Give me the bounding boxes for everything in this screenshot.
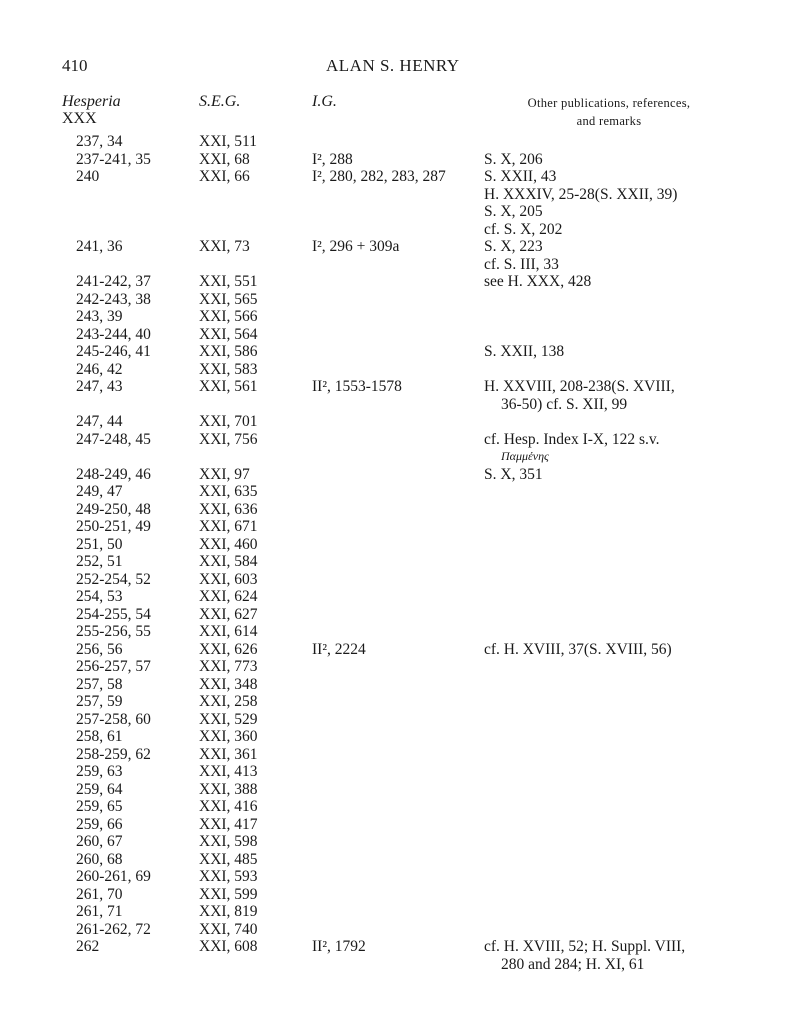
hesperia-ref: 247, 44: [76, 413, 123, 430]
table-row: [0, 431, 798, 466]
seg-ref: XXI, 361: [199, 745, 258, 763]
seg-ref: XXI, 258: [199, 693, 258, 710]
table-row: [0, 518, 798, 536]
reference-line: S. XXII, 43: [484, 168, 557, 185]
seg-ref: XXI, 636: [199, 500, 258, 518]
seg-ref: XXI, 360: [199, 728, 258, 745]
table-row: [0, 378, 798, 413]
ig-ref: II², 1792: [312, 938, 366, 955]
table-row: [0, 921, 798, 939]
table-row: [0, 588, 798, 606]
table-row: [0, 623, 798, 641]
hesperia-ref: 254, 53: [76, 588, 123, 605]
table-row: [0, 466, 798, 484]
reference-line: S. X, 351: [484, 465, 543, 483]
reference-line: H. XXXIV, 25-28(S. XXII, 39): [484, 185, 678, 203]
hesperia-ref: 251, 50: [76, 535, 123, 553]
hesperia-ref: 241, 36: [76, 238, 123, 255]
hesperia-ref: 257-258, 60: [76, 710, 151, 728]
seg-ref: XXI, 413: [199, 763, 258, 780]
hesperia-ref: 256-257, 57: [76, 658, 151, 675]
hesperia-ref: 259, 65: [76, 798, 123, 815]
table-row: [0, 851, 798, 869]
other-references: [484, 273, 754, 291]
table-row: [0, 886, 798, 904]
seg-ref: XXI, 624: [199, 588, 258, 605]
other-references: [484, 343, 754, 361]
seg-ref: XXI, 564: [199, 325, 258, 343]
reference-line: S. X, 223: [484, 238, 543, 255]
hesperia-ref: 237-241, 35: [76, 150, 151, 168]
reference-line: S. X, 206: [484, 150, 543, 168]
hesperia-ref: 249-250, 48: [76, 500, 151, 518]
table-row: [0, 483, 798, 501]
seg-ref: XXI, 417: [199, 815, 258, 833]
reference-line: H. XXVIII, 208-238(S. XVIII,: [484, 378, 675, 395]
column-header-other: [484, 94, 734, 130]
hesperia-ref: 259, 66: [76, 815, 123, 833]
hesperia-ref: 250-251, 49: [76, 518, 151, 535]
column-header-ig: I.G.: [312, 93, 337, 110]
seg-ref: XXI, 635: [199, 483, 258, 500]
hesperia-ref: 237, 34: [76, 133, 123, 150]
seg-ref: XXI, 586: [199, 343, 258, 360]
seg-ref: XXI, 593: [199, 868, 258, 885]
table-row: [0, 833, 798, 851]
hesperia-ref: 243-244, 40: [76, 325, 151, 343]
table-row: [0, 291, 798, 309]
table-row: [0, 868, 798, 886]
table-row: [0, 641, 798, 659]
seg-ref: XXI, 97: [199, 465, 250, 483]
seg-ref: XXI, 561: [199, 378, 258, 395]
table-row: [0, 501, 798, 519]
table-row: [0, 273, 798, 291]
table-row: [0, 746, 798, 764]
table-row: [0, 326, 798, 344]
hesperia-ref: 259, 64: [76, 780, 123, 798]
seg-ref: XXI, 583: [199, 360, 258, 378]
table-row: [0, 728, 798, 746]
table-row: [0, 361, 798, 379]
seg-ref: XXI, 66: [199, 168, 250, 185]
seg-ref: XXI, 348: [199, 675, 258, 693]
other-references: [484, 641, 754, 659]
other-references: [484, 938, 754, 973]
seg-ref: XXI, 598: [199, 833, 258, 850]
ig-ref: II², 1553-1578: [312, 378, 402, 395]
reference-line: see H. XXX, 428: [484, 273, 592, 290]
reference-line: cf. S. X, 202: [484, 220, 563, 238]
table-row: [0, 606, 798, 624]
hesperia-ref: 256, 56: [76, 640, 123, 658]
table-row: [0, 571, 798, 589]
hesperia-ref: 260, 68: [76, 850, 123, 868]
seg-ref: XXI, 608: [199, 938, 258, 955]
table-row: [0, 151, 798, 169]
ig-ref: I², 288: [312, 150, 353, 168]
table-row: [0, 343, 798, 361]
table-row: [0, 763, 798, 781]
reference-line: Παμμένης: [501, 449, 549, 463]
seg-ref: XXI, 565: [199, 290, 258, 308]
other-references: [484, 466, 754, 484]
other-references: [484, 431, 754, 466]
column-header-other-line2: and remarks: [576, 114, 642, 128]
seg-ref: XXI, 819: [199, 903, 258, 920]
reference-line: S. XXII, 138: [484, 343, 565, 360]
hesperia-ref: 261, 71: [76, 903, 123, 920]
concordance-table: [0, 133, 798, 973]
reference-line: cf. H. XVIII, 52; H. Suppl. VIII,: [484, 938, 686, 955]
table-row: [0, 536, 798, 554]
hesperia-ref: 246, 42: [76, 360, 123, 378]
hesperia-ref: 258, 61: [76, 728, 123, 745]
reference-line: cf. S. III, 33: [484, 255, 559, 273]
other-references: [484, 168, 754, 238]
running-head: ALAN S. HENRY: [326, 56, 460, 75]
hesperia-ref: 242-243, 38: [76, 290, 151, 308]
hesperia-ref: 247-248, 45: [76, 430, 151, 448]
table-row: [0, 308, 798, 326]
other-references: [484, 151, 754, 169]
table-row: [0, 133, 798, 151]
ig-ref: I², 280, 282, 283, 287: [312, 168, 446, 185]
seg-ref: XXI, 626: [199, 640, 258, 658]
hesperia-ref: 262: [76, 938, 100, 955]
hesperia-ref: 257, 59: [76, 693, 123, 710]
seg-ref: XXI, 671: [199, 518, 258, 535]
table-row: [0, 553, 798, 571]
seg-ref: XXI, 701: [199, 413, 258, 430]
table-row: [0, 781, 798, 799]
seg-ref: XXI, 529: [199, 710, 258, 728]
reference-line: 280 and 284; H. XI, 61: [501, 955, 645, 973]
hesperia-ref: 260-261, 69: [76, 868, 151, 885]
seg-ref: XXI, 756: [199, 430, 258, 448]
table-row: [0, 816, 798, 834]
seg-ref: XXI, 773: [199, 658, 258, 675]
hesperia-ref: 252, 51: [76, 553, 123, 570]
hesperia-ref: 240: [76, 168, 100, 185]
seg-ref: XXI, 599: [199, 885, 258, 903]
hesperia-ref: 245-246, 41: [76, 343, 151, 360]
page-number: 410: [62, 56, 88, 75]
hesperia-ref: 259, 63: [76, 763, 123, 780]
hesperia-ref: 260, 67: [76, 833, 123, 850]
seg-ref: XXI, 460: [199, 535, 258, 553]
hesperia-ref: 258-259, 62: [76, 745, 151, 763]
table-row: [0, 903, 798, 921]
hesperia-ref: 252-254, 52: [76, 570, 151, 588]
hesperia-ref: 243, 39: [76, 308, 123, 325]
seg-ref: XXI, 566: [199, 308, 258, 325]
table-row: [0, 938, 798, 973]
reference-line: cf. H. XVIII, 37(S. XVIII, 56): [484, 640, 672, 658]
seg-ref: XXI, 485: [199, 850, 258, 868]
seg-ref: XXI, 627: [199, 605, 258, 623]
hesperia-ref: 247, 43: [76, 378, 123, 395]
hesperia-ref: 249, 47: [76, 483, 123, 500]
reference-line: 36-50) cf. S. XII, 99: [501, 395, 628, 413]
table-row: [0, 238, 798, 273]
seg-ref: XXI, 740: [199, 920, 258, 938]
table-row: [0, 798, 798, 816]
ig-ref: II², 2224: [312, 640, 366, 658]
other-references: [484, 238, 754, 273]
hesperia-ref: 257, 58: [76, 675, 123, 693]
table-row: [0, 168, 798, 238]
table-row: [0, 658, 798, 676]
reference-line: S. X, 205: [484, 203, 543, 220]
column-header-seg: S.E.G.: [199, 93, 241, 110]
hesperia-ref: 261-262, 72: [76, 920, 151, 938]
seg-ref: XXI, 511: [199, 133, 257, 150]
seg-ref: XXI, 551: [199, 273, 258, 290]
seg-ref: XXI, 584: [199, 553, 258, 570]
reference-line: cf. Hesp. Index I-X, 122 s.v.: [484, 430, 660, 448]
hesperia-ref: 248-249, 46: [76, 465, 151, 483]
hesperia-ref: 254-255, 54: [76, 605, 151, 623]
seg-ref: XXI, 603: [199, 570, 258, 588]
table-row: [0, 711, 798, 729]
table-row: [0, 413, 798, 431]
hesperia-ref: 255-256, 55: [76, 623, 151, 640]
hesperia-ref: 261, 70: [76, 885, 123, 903]
ig-ref: I², 296 + 309a: [312, 238, 400, 255]
table-row: [0, 676, 798, 694]
seg-ref: XXI, 68: [199, 150, 250, 168]
seg-ref: XXI, 388: [199, 780, 258, 798]
other-references: [484, 378, 754, 413]
seg-ref: XXI, 416: [199, 798, 258, 815]
column-header-other-line1: Other publications, references,: [527, 96, 691, 110]
hesperia-ref: 241-242, 37: [76, 273, 151, 290]
column-header-volume: XXX: [62, 110, 97, 127]
seg-ref: XXI, 73: [199, 238, 250, 255]
seg-ref: XXI, 614: [199, 623, 258, 640]
column-header-hesperia: Hesperia: [62, 93, 121, 110]
table-row: [0, 693, 798, 711]
